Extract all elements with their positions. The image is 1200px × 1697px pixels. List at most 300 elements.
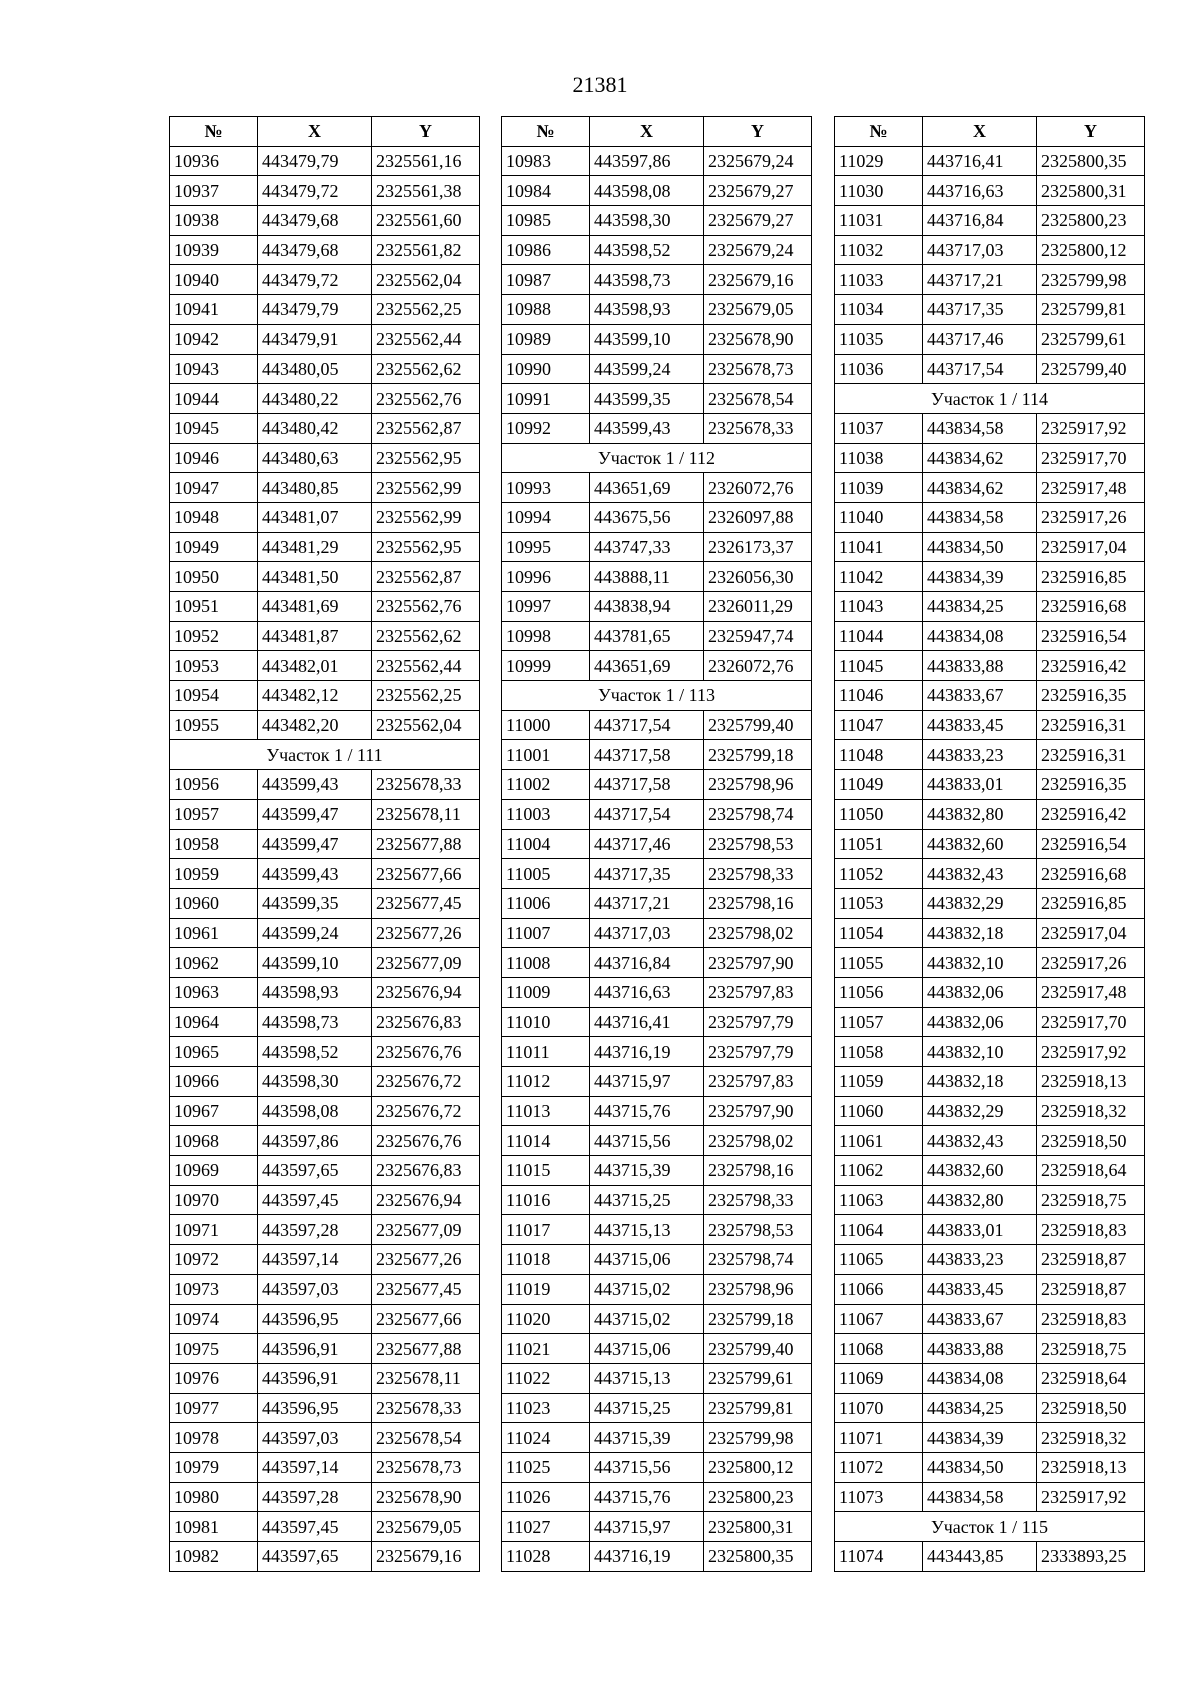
y-coordinate-cell: 2325678,33 (372, 1393, 480, 1423)
point-number-cell: 11063 (835, 1185, 923, 1215)
table-row (835, 562, 1145, 592)
x-coordinate-cell: 443598,08 (590, 176, 704, 206)
y-coordinate-cell: 2325678,90 (372, 1482, 480, 1512)
x-coordinate-cell: 443716,19 (590, 1037, 704, 1067)
x-coordinate-cell: 443482,20 (258, 710, 372, 740)
x-coordinate-cell: 443597,65 (258, 1542, 372, 1572)
point-number-cell: 10995 (502, 532, 590, 562)
point-number-cell: 11015 (502, 1156, 590, 1186)
table-row (170, 799, 480, 829)
y-coordinate-cell: 2325918,32 (1037, 1096, 1145, 1126)
table-row (502, 1007, 812, 1037)
x-coordinate-cell: 443833,01 (923, 770, 1037, 800)
y-coordinate-cell: 2325799,61 (704, 1363, 812, 1393)
x-coordinate-cell: 443479,91 (258, 324, 372, 354)
x-coordinate-cell: 443479,68 (258, 235, 372, 265)
table-row (835, 1274, 1145, 1304)
x-coordinate-cell: 443833,88 (923, 1334, 1037, 1364)
y-coordinate-cell: 2325916,85 (1037, 888, 1145, 918)
y-coordinate-cell: 2325798,33 (704, 1185, 812, 1215)
table-row (170, 1037, 480, 1067)
table-row (502, 235, 812, 265)
point-number-cell: 11012 (502, 1067, 590, 1097)
x-coordinate-cell: 443833,23 (923, 1245, 1037, 1275)
point-number-cell: 11029 (835, 146, 923, 176)
point-number-cell: 11043 (835, 592, 923, 622)
table-row (835, 206, 1145, 236)
y-coordinate-cell: 2326173,37 (704, 532, 812, 562)
table-row (502, 176, 812, 206)
point-number-cell: 11047 (835, 710, 923, 740)
y-coordinate-cell: 2325562,04 (372, 265, 480, 295)
point-number-cell: 11066 (835, 1274, 923, 1304)
table-row (170, 532, 480, 562)
table-row (835, 1452, 1145, 1482)
point-number-cell: 10944 (170, 384, 258, 414)
y-coordinate-cell: 2325676,83 (372, 1007, 480, 1037)
point-number-cell: 10940 (170, 265, 258, 295)
y-coordinate-cell: 2325798,33 (704, 859, 812, 889)
x-coordinate-cell: 443834,25 (923, 592, 1037, 622)
x-coordinate-cell: 443597,14 (258, 1452, 372, 1482)
column-header-number: № (170, 117, 258, 147)
table-row (170, 621, 480, 651)
point-number-cell: 11036 (835, 354, 923, 384)
table-header-row (502, 117, 812, 147)
point-number-cell: 11001 (502, 740, 590, 770)
x-coordinate-cell: 443832,18 (923, 918, 1037, 948)
y-coordinate-cell: 2325677,09 (372, 948, 480, 978)
table-row (835, 1363, 1145, 1393)
table-row (835, 770, 1145, 800)
point-number-cell: 11048 (835, 740, 923, 770)
y-coordinate-cell: 2325678,11 (372, 799, 480, 829)
point-number-cell: 11053 (835, 888, 923, 918)
x-coordinate-cell: 443833,88 (923, 651, 1037, 681)
x-coordinate-cell: 443717,35 (923, 295, 1037, 325)
table-row (502, 1452, 812, 1482)
section-row (835, 1512, 1145, 1542)
y-coordinate-cell: 2325798,74 (704, 799, 812, 829)
x-coordinate-cell: 443888,11 (590, 562, 704, 592)
column-header-y: Y (1037, 117, 1145, 147)
point-number-cell: 10946 (170, 443, 258, 473)
y-coordinate-cell: 2325916,35 (1037, 681, 1145, 711)
y-coordinate-cell: 2325799,18 (704, 1304, 812, 1334)
y-coordinate-cell: 2325798,96 (704, 770, 812, 800)
y-coordinate-cell: 2325797,79 (704, 1007, 812, 1037)
point-number-cell: 11024 (502, 1423, 590, 1453)
x-coordinate-cell: 443717,58 (590, 770, 704, 800)
point-number-cell: 10967 (170, 1096, 258, 1126)
y-coordinate-cell: 2325562,87 (372, 413, 480, 443)
y-coordinate-cell: 2325798,74 (704, 1245, 812, 1275)
table-row (502, 1274, 812, 1304)
table-row (170, 1156, 480, 1186)
y-coordinate-cell: 2325918,75 (1037, 1334, 1145, 1364)
table-row (502, 1512, 812, 1542)
y-coordinate-cell: 2325678,73 (704, 354, 812, 384)
x-coordinate-cell: 443481,07 (258, 502, 372, 532)
y-coordinate-cell: 2325678,90 (704, 324, 812, 354)
x-coordinate-cell: 443675,56 (590, 502, 704, 532)
table-row (170, 384, 480, 414)
point-number-cell: 11005 (502, 859, 590, 889)
x-coordinate-cell: 443598,93 (590, 295, 704, 325)
y-coordinate-cell: 2325676,76 (372, 1037, 480, 1067)
x-coordinate-cell: 443599,10 (258, 948, 372, 978)
table-row (502, 1393, 812, 1423)
y-coordinate-cell: 2325918,50 (1037, 1126, 1145, 1156)
point-number-cell: 11045 (835, 651, 923, 681)
table-row (170, 443, 480, 473)
x-coordinate-cell: 443597,03 (258, 1274, 372, 1304)
x-coordinate-cell: 443838,94 (590, 592, 704, 622)
table-row (502, 1334, 812, 1364)
point-number-cell: 10984 (502, 176, 590, 206)
y-coordinate-cell: 2325916,54 (1037, 829, 1145, 859)
x-coordinate-cell: 443717,21 (923, 265, 1037, 295)
table-row (170, 502, 480, 532)
point-number-cell: 11038 (835, 443, 923, 473)
y-coordinate-cell: 2325918,87 (1037, 1274, 1145, 1304)
table-row (835, 651, 1145, 681)
x-coordinate-cell: 443479,72 (258, 265, 372, 295)
x-coordinate-cell: 443715,02 (590, 1274, 704, 1304)
y-coordinate-cell: 2325947,74 (704, 621, 812, 651)
x-coordinate-cell: 443832,18 (923, 1067, 1037, 1097)
point-number-cell: 11002 (502, 770, 590, 800)
point-number-cell: 11019 (502, 1274, 590, 1304)
y-coordinate-cell: 2325562,99 (372, 473, 480, 503)
x-coordinate-cell: 443834,50 (923, 532, 1037, 562)
table-row (170, 1126, 480, 1156)
x-coordinate-cell: 443715,56 (590, 1452, 704, 1482)
point-number-cell: 11017 (502, 1215, 590, 1245)
y-coordinate-cell: 2325677,09 (372, 1215, 480, 1245)
point-number-cell: 10986 (502, 235, 590, 265)
x-coordinate-cell: 443715,56 (590, 1126, 704, 1156)
point-number-cell: 11020 (502, 1304, 590, 1334)
y-coordinate-cell: 2325797,83 (704, 1067, 812, 1097)
x-coordinate-cell: 443715,39 (590, 1156, 704, 1186)
table-row (835, 1215, 1145, 1245)
x-coordinate-cell: 443834,08 (923, 1363, 1037, 1393)
x-coordinate-cell: 443832,43 (923, 1126, 1037, 1156)
point-number-cell: 11037 (835, 413, 923, 443)
point-number-cell: 11050 (835, 799, 923, 829)
table-row (170, 473, 480, 503)
table-row (170, 1363, 480, 1393)
x-coordinate-cell: 443596,95 (258, 1393, 372, 1423)
table-row (502, 562, 812, 592)
y-coordinate-cell: 2325677,88 (372, 829, 480, 859)
point-number-cell: 11003 (502, 799, 590, 829)
x-coordinate-cell: 443482,12 (258, 681, 372, 711)
point-number-cell: 10964 (170, 1007, 258, 1037)
y-coordinate-cell: 2325678,54 (372, 1423, 480, 1453)
table-row (835, 1423, 1145, 1453)
point-number-cell: 10958 (170, 829, 258, 859)
point-number-cell: 11007 (502, 918, 590, 948)
point-number-cell: 11006 (502, 888, 590, 918)
y-coordinate-cell: 2325798,16 (704, 888, 812, 918)
point-number-cell: 11011 (502, 1037, 590, 1067)
x-coordinate-cell: 443480,22 (258, 384, 372, 414)
point-number-cell: 10950 (170, 562, 258, 592)
x-coordinate-cell: 443715,06 (590, 1245, 704, 1275)
point-number-cell: 10963 (170, 977, 258, 1007)
table-row (170, 1482, 480, 1512)
point-number-cell: 11010 (502, 1007, 590, 1037)
table-row (502, 1215, 812, 1245)
table-row (502, 1304, 812, 1334)
point-number-cell: 11044 (835, 621, 923, 651)
y-coordinate-cell: 2325679,24 (704, 235, 812, 265)
table-row (170, 918, 480, 948)
section-label: Участок 1 / 114 (835, 384, 1145, 414)
point-number-cell: 10956 (170, 770, 258, 800)
y-coordinate-cell: 2325561,16 (372, 146, 480, 176)
table-row (835, 1542, 1145, 1572)
point-number-cell: 11000 (502, 710, 590, 740)
x-coordinate-cell: 443833,23 (923, 740, 1037, 770)
x-coordinate-cell: 443599,10 (590, 324, 704, 354)
point-number-cell: 11030 (835, 176, 923, 206)
x-coordinate-cell: 443480,63 (258, 443, 372, 473)
x-coordinate-cell: 443716,84 (590, 948, 704, 978)
table-row (170, 1334, 480, 1364)
y-coordinate-cell: 2325679,27 (704, 176, 812, 206)
point-number-cell: 10993 (502, 473, 590, 503)
point-number-cell: 11027 (502, 1512, 590, 1542)
x-coordinate-cell: 443651,69 (590, 473, 704, 503)
y-coordinate-cell: 2325676,94 (372, 1185, 480, 1215)
point-number-cell: 11049 (835, 770, 923, 800)
table-row (170, 681, 480, 711)
table-row (835, 1096, 1145, 1126)
x-coordinate-cell: 443834,58 (923, 413, 1037, 443)
point-number-cell: 10943 (170, 354, 258, 384)
point-number-cell: 10953 (170, 651, 258, 681)
table-row (502, 1067, 812, 1097)
table-row (835, 1334, 1145, 1364)
table-row (170, 206, 480, 236)
point-number-cell: 11026 (502, 1482, 590, 1512)
point-number-cell: 11021 (502, 1334, 590, 1364)
coordinates-table-2 (501, 116, 812, 1572)
table-row (170, 1245, 480, 1275)
y-coordinate-cell: 2325562,76 (372, 384, 480, 414)
x-coordinate-cell: 443834,08 (923, 621, 1037, 651)
x-coordinate-cell: 443834,50 (923, 1452, 1037, 1482)
table-row (835, 681, 1145, 711)
y-coordinate-cell: 2325799,40 (1037, 354, 1145, 384)
y-coordinate-cell: 2325798,53 (704, 829, 812, 859)
table-row (835, 354, 1145, 384)
x-coordinate-cell: 443479,79 (258, 146, 372, 176)
x-coordinate-cell: 443834,39 (923, 562, 1037, 592)
table-row (835, 740, 1145, 770)
point-number-cell: 10937 (170, 176, 258, 206)
y-coordinate-cell: 2326097,88 (704, 502, 812, 532)
x-coordinate-cell: 443599,35 (590, 384, 704, 414)
y-coordinate-cell: 2325800,31 (704, 1512, 812, 1542)
y-coordinate-cell: 2325918,75 (1037, 1185, 1145, 1215)
table-row (502, 324, 812, 354)
table-row (170, 710, 480, 740)
y-coordinate-cell: 2325799,18 (704, 740, 812, 770)
y-coordinate-cell: 2325676,72 (372, 1067, 480, 1097)
table-row (835, 859, 1145, 889)
coordinates-table-3 (834, 116, 1145, 1572)
table-row (835, 473, 1145, 503)
y-coordinate-cell: 2325678,33 (372, 770, 480, 800)
x-coordinate-cell: 443715,39 (590, 1423, 704, 1453)
y-coordinate-cell: 2325679,24 (704, 146, 812, 176)
y-coordinate-cell: 2325676,94 (372, 977, 480, 1007)
point-number-cell: 10987 (502, 265, 590, 295)
x-coordinate-cell: 443833,01 (923, 1215, 1037, 1245)
y-coordinate-cell: 2325799,81 (704, 1393, 812, 1423)
section-row (502, 443, 812, 473)
table-row (170, 1423, 480, 1453)
point-number-cell: 11061 (835, 1126, 923, 1156)
table-row (835, 918, 1145, 948)
y-coordinate-cell: 2325918,83 (1037, 1215, 1145, 1245)
point-number-cell: 11008 (502, 948, 590, 978)
y-coordinate-cell: 2325677,66 (372, 1304, 480, 1334)
point-number-cell: 10948 (170, 502, 258, 532)
y-coordinate-cell: 2325917,92 (1037, 413, 1145, 443)
x-coordinate-cell: 443597,65 (258, 1156, 372, 1186)
x-coordinate-cell: 443598,52 (258, 1037, 372, 1067)
x-coordinate-cell: 443716,63 (590, 977, 704, 1007)
y-coordinate-cell: 2325798,02 (704, 1126, 812, 1156)
x-coordinate-cell: 443715,25 (590, 1185, 704, 1215)
x-coordinate-cell: 443479,79 (258, 295, 372, 325)
y-coordinate-cell: 2325918,13 (1037, 1452, 1145, 1482)
x-coordinate-cell: 443598,73 (258, 1007, 372, 1037)
point-number-cell: 10970 (170, 1185, 258, 1215)
y-coordinate-cell: 2325677,45 (372, 1274, 480, 1304)
point-number-cell: 11073 (835, 1482, 923, 1512)
point-number-cell: 10936 (170, 146, 258, 176)
y-coordinate-cell: 2325562,87 (372, 562, 480, 592)
table-row (170, 770, 480, 800)
x-coordinate-cell: 443651,69 (590, 651, 704, 681)
y-coordinate-cell: 2326011,29 (704, 592, 812, 622)
table-header-row (170, 117, 480, 147)
column-header-y: Y (372, 117, 480, 147)
y-coordinate-cell: 2325798,96 (704, 1274, 812, 1304)
y-coordinate-cell: 2325918,87 (1037, 1245, 1145, 1275)
table-row (170, 176, 480, 206)
x-coordinate-cell: 443715,13 (590, 1215, 704, 1245)
table-row (502, 1126, 812, 1156)
y-coordinate-cell: 2325917,26 (1037, 502, 1145, 532)
y-coordinate-cell: 2325562,62 (372, 621, 480, 651)
point-number-cell: 10991 (502, 384, 590, 414)
x-coordinate-cell: 443597,03 (258, 1423, 372, 1453)
table-row (170, 829, 480, 859)
table-row (502, 265, 812, 295)
y-coordinate-cell: 2325677,26 (372, 1245, 480, 1275)
y-coordinate-cell: 2325918,64 (1037, 1156, 1145, 1186)
table-row (835, 829, 1145, 859)
table-row (502, 651, 812, 681)
x-coordinate-cell: 443481,87 (258, 621, 372, 651)
point-number-cell: 11067 (835, 1304, 923, 1334)
table-row (502, 502, 812, 532)
y-coordinate-cell: 2325562,95 (372, 443, 480, 473)
point-number-cell: 11033 (835, 265, 923, 295)
table-row (170, 1304, 480, 1334)
point-number-cell: 10990 (502, 354, 590, 384)
x-coordinate-cell: 443833,67 (923, 681, 1037, 711)
point-number-cell: 10977 (170, 1393, 258, 1423)
point-number-cell: 10949 (170, 532, 258, 562)
y-coordinate-cell: 2325917,92 (1037, 1037, 1145, 1067)
table-row (835, 235, 1145, 265)
x-coordinate-cell: 443598,30 (258, 1067, 372, 1097)
y-coordinate-cell: 2333893,25 (1037, 1542, 1145, 1572)
y-coordinate-cell: 2325562,76 (372, 592, 480, 622)
x-coordinate-cell: 443832,29 (923, 888, 1037, 918)
y-coordinate-cell: 2325562,62 (372, 354, 480, 384)
y-coordinate-cell: 2325799,81 (1037, 295, 1145, 325)
point-number-cell: 10996 (502, 562, 590, 592)
y-coordinate-cell: 2325562,44 (372, 651, 480, 681)
y-coordinate-cell: 2325678,73 (372, 1452, 480, 1482)
y-coordinate-cell: 2325799,98 (704, 1423, 812, 1453)
y-coordinate-cell: 2325916,35 (1037, 770, 1145, 800)
table-row (170, 592, 480, 622)
section-label: Участок 1 / 111 (170, 740, 480, 770)
table-row (502, 1245, 812, 1275)
table-row (502, 1156, 812, 1186)
table-row (835, 1156, 1145, 1186)
table-row (170, 1542, 480, 1572)
point-number-cell: 10945 (170, 413, 258, 443)
x-coordinate-cell: 443834,39 (923, 1423, 1037, 1453)
point-number-cell: 11022 (502, 1363, 590, 1393)
table-row (835, 592, 1145, 622)
x-coordinate-cell: 443599,35 (258, 888, 372, 918)
y-coordinate-cell: 2325679,05 (372, 1512, 480, 1542)
y-coordinate-cell: 2325676,72 (372, 1096, 480, 1126)
x-coordinate-cell: 443715,97 (590, 1067, 704, 1097)
table-row (502, 295, 812, 325)
x-coordinate-cell: 443715,06 (590, 1334, 704, 1364)
point-number-cell: 10973 (170, 1274, 258, 1304)
x-coordinate-cell: 443599,43 (590, 413, 704, 443)
table-row (170, 413, 480, 443)
table-row (170, 324, 480, 354)
y-coordinate-cell: 2325918,50 (1037, 1393, 1145, 1423)
point-number-cell: 11004 (502, 829, 590, 859)
point-number-cell: 11074 (835, 1542, 923, 1572)
table-row (170, 977, 480, 1007)
y-coordinate-cell: 2325561,82 (372, 235, 480, 265)
x-coordinate-cell: 443716,41 (923, 146, 1037, 176)
y-coordinate-cell: 2325676,83 (372, 1156, 480, 1186)
point-number-cell: 10941 (170, 295, 258, 325)
x-coordinate-cell: 443480,05 (258, 354, 372, 384)
point-number-cell: 11014 (502, 1126, 590, 1156)
x-coordinate-cell: 443597,86 (258, 1126, 372, 1156)
y-coordinate-cell: 2325917,70 (1037, 443, 1145, 473)
